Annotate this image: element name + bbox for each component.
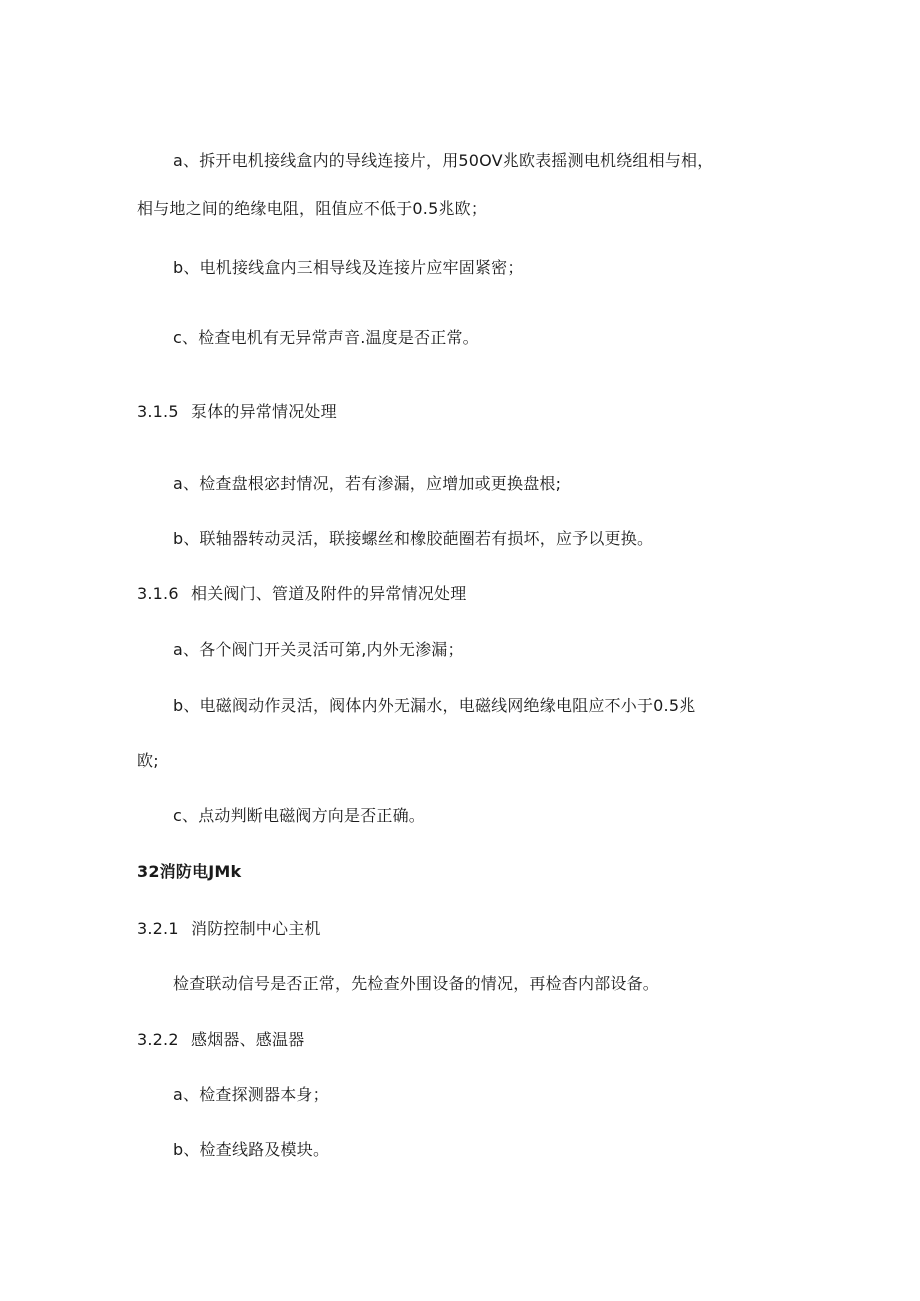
section-heading-3-1-5 (137, 402, 337, 422)
paragraph-wiring-module-check: b、检查线路及模块。 (173, 1140, 330, 1159)
paragraph-solenoid-direction: c、点动判断电磁阀方向是否正确。 (173, 806, 425, 825)
paragraph-linkage-signal: 检查联动信号是否正常，先检查外围设备的情况，再检杳内部设备。 (173, 974, 660, 993)
section-title: 消防控制中心主机 (191, 919, 321, 938)
section-number: 3.2.2 (137, 1030, 179, 1049)
paragraph-coupling-check: b、联轴器转动灵活，联接螺丝和橡胶葩圈若有损坏，应予以更换。 (173, 529, 654, 548)
paragraph-solenoid-line1: b、电磁阀动作灵活，阀体内外无漏水，电磁线网绝缘电阻应不小于0.5兆 (173, 696, 696, 715)
section-heading-3-2-2 (137, 1030, 304, 1050)
section-number: 3.1.5 (137, 402, 179, 421)
section-title: 泵体的异常情况处理 (191, 402, 337, 421)
section-number: 3.2.1 (137, 919, 179, 938)
paragraph-valve-check: a、各个阀门开关灵活可第,内外无渗漏； (173, 640, 464, 659)
section-heading-3-1-6 (137, 584, 466, 604)
paragraph-motor-wiring: b、电机接线盒内三相导线及连接片应牢固紧密； (173, 258, 524, 277)
paragraph-motor-insulation-line2: 相与地之间的绝缘电阻，阻值应不低于0.5兆欧； (137, 199, 488, 218)
section-number: 3.1.6 (137, 584, 179, 603)
paragraph-motor-insulation-line1: a、拆开电机接线盒内的导线连接片，用50OV兆欧表摇测电机绕组相与相， (173, 151, 714, 170)
paragraph-motor-noise: c、检查电机有无异常声音.温度是否正常。 (173, 328, 479, 347)
section-title: 相关阀门、管道及附件的异常情况处理 (191, 584, 467, 603)
section-heading-3-2: 32消防电JMk (137, 862, 242, 881)
paragraph-solenoid-line2: 欧; (137, 751, 159, 770)
paragraph-detector-check: a、检查探测器本身； (173, 1085, 329, 1104)
section-title: 感烟器、感温器 (191, 1030, 305, 1049)
section-heading-3-2-1 (137, 919, 321, 939)
paragraph-packing-check: a、检查盘根宓封情况，若有渗漏，应增加或更换盘根; (173, 474, 562, 493)
